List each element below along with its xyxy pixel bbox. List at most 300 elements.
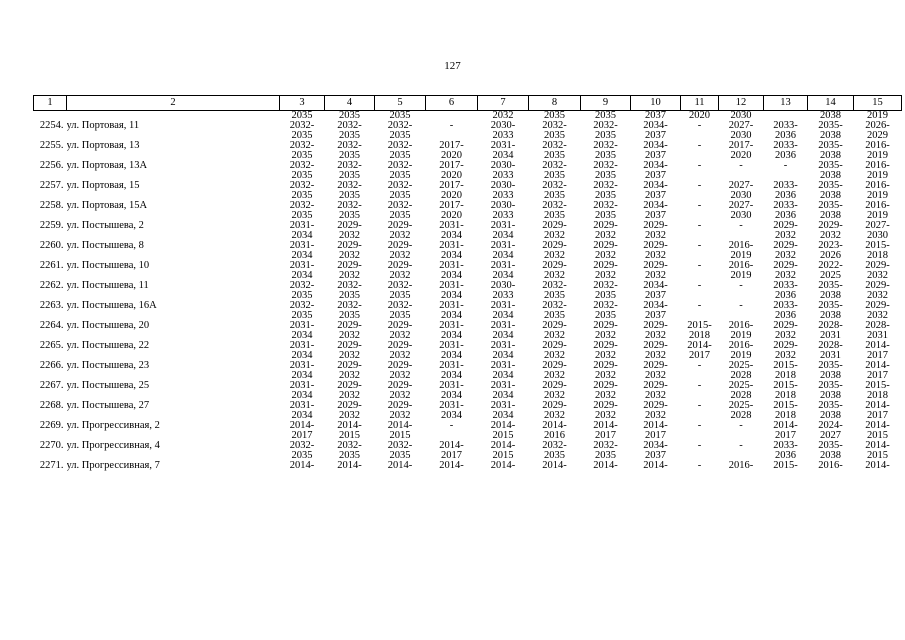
period-cell: 2032- — [337, 161, 362, 171]
address-cell: ул. Постышева, 2 — [66, 221, 144, 231]
period-cell: 2015- — [773, 381, 798, 391]
period-cell: 2036 — [775, 191, 796, 201]
period-cell: 2035 — [291, 131, 313, 141]
period-cell: 2028 — [730, 371, 752, 381]
period-cell: 2032- — [593, 441, 618, 451]
period-cell: 2020 — [441, 191, 462, 201]
period-cell — [681, 151, 719, 161]
period-cell: 2025- — [728, 381, 754, 391]
period-cell: 2015- — [773, 361, 798, 371]
period-cell: 2038 — [820, 371, 841, 381]
period-cell: 2035 — [389, 110, 411, 121]
period-cell: 2035- — [818, 401, 843, 411]
period-cell — [681, 251, 719, 261]
row-number — [34, 331, 67, 341]
period-cell: 2032 — [645, 231, 666, 241]
period-cell: 2027- — [865, 221, 890, 231]
period-cell: 2029- — [387, 361, 413, 371]
address-cell — [67, 131, 280, 141]
period-cell: 2035 — [291, 110, 313, 121]
period-cell: 2027 — [820, 431, 841, 441]
period-cell: - — [697, 121, 702, 131]
table-row-start — [34, 321, 902, 331]
period-cell: 2035 — [595, 131, 616, 141]
period-cell: 2035 — [389, 291, 411, 301]
period-cell: 2019 — [867, 211, 888, 221]
period-cell: 2014- — [439, 461, 464, 471]
period-cell — [681, 291, 719, 301]
period-cell: 2029- — [773, 241, 798, 251]
period-cell: 2035 — [544, 291, 565, 301]
row-number — [34, 251, 67, 261]
table-row-start — [34, 261, 902, 271]
period-cell: 2032 — [339, 231, 360, 241]
period-cell: 2035 — [544, 110, 565, 121]
row-number — [34, 411, 67, 421]
period-cell: 2014- — [490, 421, 516, 431]
period-cell: 2015 — [867, 431, 888, 441]
period-cell: 2034 — [291, 271, 313, 281]
period-cell: 2036 — [775, 211, 796, 221]
period-cell: 2031- — [439, 301, 464, 311]
period-cell: 2035 — [544, 211, 565, 221]
period-cell: 2014- — [687, 341, 712, 351]
period-cell: 2031- — [289, 221, 315, 231]
period-cell: 2031- — [490, 341, 516, 351]
period-cell: 2030- — [490, 121, 516, 131]
period-cell: 2035 — [544, 191, 565, 201]
period-cell: 2036 — [775, 151, 796, 161]
header-cell: 6 — [426, 96, 478, 111]
period-cell — [764, 171, 808, 181]
period-cell: 2037 — [645, 131, 666, 141]
table-row-end — [34, 231, 902, 241]
period-cell: 2032 — [389, 351, 411, 361]
period-cell: 2030- — [490, 201, 516, 211]
period-cell: 2034 — [492, 391, 514, 401]
period-cell: 2032 — [595, 251, 616, 261]
period-cell: 2018 — [775, 391, 796, 401]
period-cell: 2032- — [337, 441, 362, 451]
period-cell: 2032 — [867, 271, 888, 281]
address-cell: ул. Постышева, 8 — [66, 241, 144, 251]
period-cell — [681, 391, 719, 401]
period-cell: 2035 — [595, 151, 616, 161]
table-row-end — [34, 311, 902, 321]
period-cell: 2032 — [339, 371, 360, 381]
period-cell: 2034 — [441, 371, 462, 381]
row-number — [34, 111, 67, 122]
period-cell: 2029- — [593, 241, 618, 251]
period-cell: 2029- — [865, 281, 890, 291]
period-cell: 2031- — [439, 361, 464, 371]
period-cell: 2032- — [542, 201, 567, 211]
header-cell: 15 — [854, 96, 902, 111]
period-cell: 2033 — [492, 171, 514, 181]
row-number: 2265. — [39, 341, 64, 351]
period-cell: 2032- — [542, 141, 567, 151]
period-cell: 2029- — [593, 361, 618, 371]
period-cell: 2036 — [775, 311, 796, 321]
period-cell: 2014- — [289, 461, 315, 471]
period-cell: 2034 — [492, 251, 514, 261]
header-cell: 5 — [375, 96, 426, 111]
period-cell: 2032- — [387, 201, 413, 211]
period-cell: 2035 — [544, 451, 565, 461]
period-cell: 2029- — [542, 321, 567, 331]
period-cell: 2029 — [867, 131, 888, 141]
period-cell: 2015 — [492, 431, 514, 441]
header-cell: 8 — [529, 96, 581, 111]
table-row-start — [34, 401, 902, 411]
row-number: 2254. — [39, 121, 64, 131]
period-cell: 2032- — [387, 281, 413, 291]
address-cell — [67, 211, 280, 221]
period-cell: 2031- — [439, 221, 464, 231]
period-cell: 2032 — [544, 411, 565, 421]
period-cell: 2032 — [775, 251, 796, 261]
period-cell: 2031 — [867, 331, 888, 341]
period-cell: 2034 — [291, 411, 313, 421]
period-cell: 2019 — [867, 151, 888, 161]
period-cell: 2034 — [492, 411, 514, 421]
period-cell: 2029- — [337, 381, 362, 391]
period-cell: 2034- — [643, 441, 668, 451]
period-cell: 2032- — [542, 441, 567, 451]
period-cell: 2032- — [593, 201, 618, 211]
period-cell: 2035- — [818, 201, 843, 211]
period-cell: 2032 — [645, 251, 666, 261]
period-cell: 2035- — [818, 161, 843, 171]
period-cell: 2032 — [339, 351, 360, 361]
period-cell: 2029- — [593, 221, 618, 231]
row-number: 2271. — [39, 461, 64, 471]
period-cell: 2035 — [595, 171, 616, 181]
period-cell: 2036 — [775, 451, 796, 461]
period-cell: 2035 — [291, 151, 313, 161]
period-cell: 2032 — [389, 371, 411, 381]
period-cell: 2029- — [542, 341, 567, 351]
period-cell: 2035 — [339, 311, 360, 321]
table-row-end — [34, 191, 902, 201]
row-number: 2257. — [39, 181, 64, 191]
period-cell: - — [739, 161, 743, 171]
period-cell: 2017- — [728, 141, 754, 151]
header-cell: 12 — [719, 96, 764, 111]
period-cell: 2029- — [542, 261, 567, 271]
period-cell: 2032- — [337, 201, 362, 211]
period-cell: 2030- — [490, 181, 516, 191]
table-row-start — [34, 221, 902, 231]
table-row-start — [34, 181, 902, 191]
period-cell: 2030- — [490, 161, 516, 171]
period-cell: 2020 — [441, 211, 462, 221]
table-row-end — [34, 251, 902, 261]
period-cell: 2031- — [490, 241, 516, 251]
table-row-start — [34, 201, 902, 211]
period-cell: 2032- — [593, 181, 618, 191]
period-cell: 2035 — [544, 311, 565, 321]
period-cell: 2017 — [645, 431, 666, 441]
period-cell: 2029- — [593, 401, 618, 411]
row-number — [34, 351, 67, 361]
row-number: 2264. — [39, 321, 64, 331]
period-cell: - — [697, 381, 702, 391]
period-cell: - — [697, 161, 702, 171]
period-cell: 2035 — [595, 211, 616, 221]
period-cell: 2016- — [728, 261, 754, 271]
period-cell: 2027- — [728, 181, 754, 191]
period-cell: 2032 — [645, 271, 666, 281]
period-cell: 2032- — [387, 161, 413, 171]
period-cell — [719, 291, 764, 301]
period-cell: 2032 — [645, 391, 666, 401]
address-cell: ул. Постышева, 23 — [66, 361, 150, 371]
period-cell: 2035 — [389, 311, 411, 321]
period-cell: 2029- — [643, 401, 668, 411]
row-number — [34, 211, 67, 221]
period-cell: 2035 — [595, 291, 616, 301]
period-cell: 2032- — [337, 121, 362, 131]
period-cell: 2031- — [289, 261, 315, 271]
table-row-start — [34, 461, 902, 471]
header-cell: 1 — [34, 96, 67, 111]
period-cell: 2029- — [387, 321, 413, 331]
period-cell: 2014- — [289, 421, 315, 431]
period-cell: 2035 — [595, 191, 616, 201]
period-cell: 2029- — [593, 261, 618, 271]
period-cell: 2033- — [773, 281, 798, 291]
period-cell: 2034 — [492, 231, 514, 241]
period-cell: 2029- — [337, 221, 362, 231]
period-cell: 2029- — [643, 361, 668, 371]
period-cell: - — [783, 161, 788, 171]
period-cell: 2035 — [389, 171, 411, 181]
period-cell: 2035 — [339, 211, 360, 221]
period-cell: 2032- — [387, 441, 413, 451]
period-cell: 2032- — [289, 301, 315, 311]
header-cell: 11 — [681, 96, 719, 111]
period-cell: 2032 — [339, 271, 360, 281]
table-row-end — [34, 451, 902, 461]
period-cell: 2028 — [730, 411, 752, 421]
header-cell: 7 — [478, 96, 529, 111]
period-cell: 2035 — [339, 451, 360, 461]
period-cell: - — [739, 281, 743, 291]
period-cell: 2019 — [867, 171, 888, 181]
period-cell: - — [697, 181, 702, 191]
period-cell: 2019 — [730, 271, 752, 281]
period-cell: 2034 — [291, 331, 313, 341]
row-number — [34, 371, 67, 381]
period-cell: 2029- — [773, 221, 798, 231]
table-row-start — [34, 121, 902, 131]
period-cell: 2029- — [643, 341, 668, 351]
table-row-end — [34, 331, 902, 341]
period-cell: 2031 — [820, 331, 841, 341]
period-cell: 2037 — [645, 211, 666, 221]
period-cell: 2035 — [595, 451, 616, 461]
period-cell: 2014- — [643, 421, 668, 431]
period-cell: 2035- — [818, 121, 843, 131]
period-cell: 2036 — [775, 131, 796, 141]
period-cell: 2034 — [291, 371, 313, 381]
period-cell: 2022- — [818, 261, 843, 271]
period-cell: 2032- — [593, 121, 618, 131]
period-cell: 2032 — [544, 331, 565, 341]
period-cell: 2015 — [492, 451, 514, 461]
period-cell: 2014- — [387, 421, 413, 431]
period-cell — [681, 451, 719, 461]
period-cell: 2035 — [595, 110, 616, 121]
period-cell: 2017 — [595, 431, 616, 441]
period-cell: 2029- — [337, 361, 362, 371]
table-row-start — [34, 361, 902, 371]
period-cell: 2029- — [643, 261, 668, 271]
period-cell: 2032 — [389, 411, 411, 421]
period-cell: - — [697, 261, 702, 271]
period-cell: 2017- — [439, 181, 464, 191]
period-cell: 2031- — [439, 401, 464, 411]
period-cell: - — [697, 461, 702, 471]
address-cell: ул. Прогрессивная, 2 — [66, 421, 160, 431]
period-cell: 2018 — [867, 251, 888, 261]
period-cell: 2032 — [389, 231, 411, 241]
period-cell: 2035- — [818, 381, 843, 391]
period-cell — [681, 231, 719, 241]
address-cell — [67, 271, 280, 281]
period-cell: 2029- — [643, 241, 668, 251]
address-cell: ул. Постышева, 22 — [66, 341, 150, 351]
period-cell: 2029- — [593, 381, 618, 391]
period-cell: 2032- — [542, 181, 567, 191]
period-cell: 2014- — [337, 421, 362, 431]
period-cell: 2018 — [775, 371, 796, 381]
period-cell: 2017 — [291, 431, 313, 441]
period-cell: 2034 — [291, 391, 313, 401]
period-cell: 2014- — [865, 361, 890, 371]
period-cell: 2032 — [544, 371, 565, 381]
address-cell — [67, 251, 280, 261]
period-cell: 2032- — [289, 161, 315, 171]
period-cell: 2034 — [441, 311, 462, 321]
address-cell: ул. Прогрессивная, 7 — [66, 461, 160, 471]
period-cell: 2016- — [865, 141, 890, 151]
header-cell: 10 — [631, 96, 681, 111]
period-cell: 2020 — [689, 110, 710, 121]
period-cell: 2031 — [820, 351, 841, 361]
period-cell: 2024- — [818, 421, 843, 431]
period-cell: 2029- — [593, 341, 618, 351]
period-cell: 2035 — [544, 131, 565, 141]
period-cell: 2032 — [595, 231, 616, 241]
period-cell: 2015- — [865, 241, 890, 251]
address-cell — [67, 411, 280, 421]
period-cell: 2037 — [645, 311, 666, 321]
period-cell — [681, 191, 719, 201]
address-cell — [67, 391, 280, 401]
period-cell: 2032 — [595, 411, 616, 421]
period-cell: 2035 — [291, 291, 313, 301]
period-cell: 2029- — [387, 221, 413, 231]
period-cell: 2032 — [595, 271, 616, 281]
period-cell: 2037 — [645, 151, 666, 161]
period-cell: 2032 — [339, 331, 360, 341]
row-number: 2256. — [39, 161, 64, 171]
period-cell: 2032 — [339, 411, 360, 421]
period-cell: 2036 — [775, 291, 796, 301]
period-cell: 2017 — [775, 431, 796, 441]
period-cell: 2016- — [865, 161, 890, 171]
period-cell — [426, 431, 478, 441]
period-cell: 2035 — [544, 151, 565, 161]
table-row-start — [34, 441, 902, 451]
period-cell: 2031- — [439, 281, 464, 291]
period-cell: 2028- — [818, 321, 843, 331]
period-cell: 2032 — [389, 251, 411, 261]
address-cell — [67, 331, 280, 341]
period-cell: 2032 — [775, 351, 796, 361]
period-cell: 2015 — [339, 431, 360, 441]
address-cell — [67, 111, 280, 122]
period-cell: 2032 — [389, 331, 411, 341]
row-number: 2263. — [39, 301, 64, 311]
period-cell: 2033- — [773, 121, 798, 131]
period-cell: 2032- — [387, 121, 413, 131]
period-cell: 2035 — [291, 211, 313, 221]
period-cell: - — [697, 441, 702, 451]
period-cell: 2032 — [595, 371, 616, 381]
period-cell: 2019 — [867, 191, 888, 201]
period-cell: 2014- — [542, 421, 567, 431]
period-cell: 2035 — [339, 171, 360, 181]
period-cell: 2035 — [339, 110, 360, 121]
period-cell: 2035 — [389, 151, 411, 161]
period-cell: 2034- — [643, 201, 668, 211]
period-cell: 2025 — [820, 271, 841, 281]
period-cell: 2029- — [337, 341, 362, 351]
period-cell: 2030 — [867, 231, 888, 241]
period-cell — [764, 111, 808, 122]
period-cell: 2032 — [595, 391, 616, 401]
period-cell: 2030 — [730, 110, 752, 121]
period-cell: 2032 — [775, 231, 796, 241]
table-row-start — [34, 341, 902, 351]
period-cell: 2032 — [867, 291, 888, 301]
period-cell: 2035 — [291, 451, 313, 461]
period-cell: 2032 — [645, 351, 666, 361]
period-cell: 2038 — [820, 311, 841, 321]
period-cell — [681, 431, 719, 441]
period-cell: 2017- — [439, 141, 464, 151]
row-number — [34, 431, 67, 441]
row-number — [34, 311, 67, 321]
period-cell: 2029- — [542, 361, 567, 371]
period-cell: 2032- — [337, 301, 362, 311]
period-cell: 2031- — [490, 221, 516, 231]
period-cell — [719, 311, 764, 321]
period-cell: 2037 — [645, 171, 666, 181]
period-cell: 2032- — [337, 181, 362, 191]
period-cell: - — [697, 221, 702, 231]
period-cell: 2032- — [289, 441, 315, 451]
period-cell — [719, 231, 764, 241]
period-cell — [681, 371, 719, 381]
period-cell: 2030 — [730, 211, 752, 221]
table-row-start — [34, 241, 902, 251]
period-cell: 2035 — [389, 131, 411, 141]
table-row-start — [34, 141, 902, 151]
